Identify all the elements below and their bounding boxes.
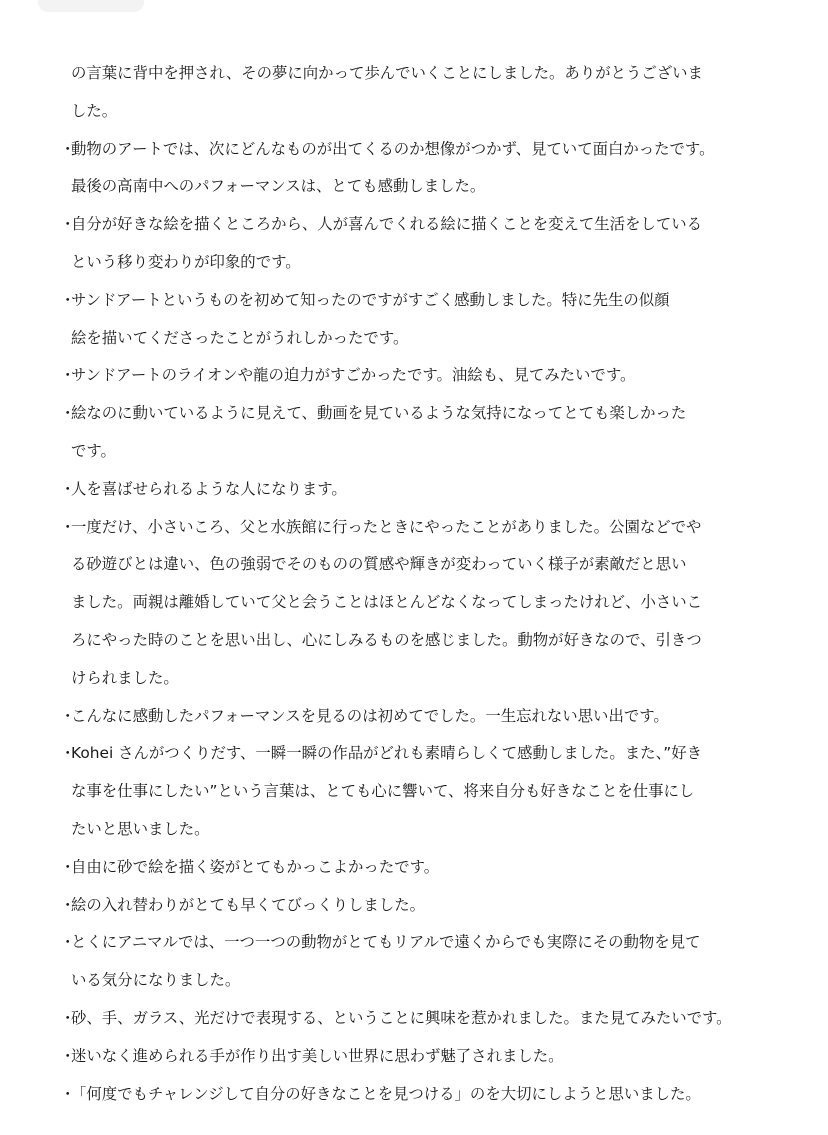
bullet-mark: ・ [60,1046,76,1065]
bullet-mark: ・ [60,215,76,234]
line-text: サンドアートというものを初めて知ったのですがすごく感動しました。特に先生の似顔 [71,290,670,309]
bullet-mark: ・ [60,479,76,498]
line-text: る砂遊びとは違い、色の強弱でそのものの質感や輝きが変わっていく様子が素敵だと思い [71,555,687,574]
text-line [0,323,828,361]
text-line [0,1003,828,1041]
bullet-mark: ・ [60,933,76,952]
line-text: 人を喜ばせられるような人になります。 [71,479,347,498]
line-text: たいと思いました。 [71,819,210,838]
text-line [0,625,828,663]
text-line [0,814,828,852]
document-body [0,58,828,1116]
line-text: です。 [71,441,116,460]
top-tab [38,0,144,12]
text-line [0,1041,828,1079]
line-text: 一度だけ、小さいころ、父と水族館に行ったときにやったことがありました。公園などでや [71,517,702,536]
text-line [0,171,828,209]
text-line [0,965,828,1003]
text-line [0,474,828,512]
text-line [0,1079,828,1117]
line-text: 絵なのに動いているように見えて、動画を見ているような気持になってとても楽しかった [71,404,687,423]
text-line [0,58,828,96]
line-text: 自分が好きな絵を描くところから、人が喜んでくれる絵に描くことを変えて生活をしている [71,215,703,234]
line-text: 「何度でもチャレンジして自分の好きなことを見つける」のを大切にしようと思いました。 [71,1084,701,1103]
text-line [0,134,828,172]
line-text: 迷いなく進められる手が作り出す美しい世界に思わず魅了されました。 [71,1046,564,1065]
bullet-mark: ・ [60,290,76,309]
line-text: 絵を描いてくださったことがうれしかったです。 [71,328,409,347]
line-text: Kohei さんがつくりだす、一瞬一瞬の作品がどれも素晴らしくて感動しました。また、”好き [71,744,703,763]
bullet-mark: ・ [60,404,76,423]
text-line [0,96,828,134]
line-text: の言葉に背中を押され、その夢に向かって歩んでいくことにしました。ありがとうございま [71,64,703,82]
text-line [0,701,828,739]
text-line [0,587,828,625]
text-line [0,549,828,587]
line-text: とくにアニマルでは、一つ一つの動物がとてもリアルで遠くからでも実際にその動物を見て [71,933,701,952]
text-line [0,890,828,928]
line-text: こんなに感動したパフォーマンスを見るのは初めてでした。一生忘れない思い出です。 [71,706,669,725]
line-text: いる気分になりました。 [71,971,241,990]
line-text: 自由に砂で絵を描く姿がとてもかっこよかったです。 [71,857,440,876]
text-line [0,852,828,890]
text-line [0,209,828,247]
bullet-mark: ・ [60,1084,76,1103]
bullet-mark: ・ [60,744,76,763]
text-line [0,927,828,965]
line-text: 動物のアートでは、次にどんなものが出てくるのか想像がつかず、見ていて面白かったです。 [71,139,715,158]
line-text: した。 [71,101,118,120]
text-line [0,512,828,550]
line-text: けられました。 [71,668,179,687]
bullet-mark: ・ [60,366,76,385]
line-text: という移り変わりが印象的です。 [71,252,301,271]
line-text: 砂、手、ガラス、光だけで表現する、ということに興味を惹かれました。また見てみたいです。 [71,1008,732,1027]
bullet-mark: ・ [60,895,76,914]
line-text: ろにやった時のことを思い出し、心にしみるものを感じました。動物が好きなので、引きつ [71,630,702,649]
line-text: ました。両親は離婚していて父と会うことはほとんどなくなってしまったけれど、小さいこ [71,593,703,612]
bullet-mark: ・ [60,857,76,876]
text-line [0,247,828,285]
line-text: サンドアートのライオンや龍の迫力がすごかったです。油絵も、見てみたいです。 [71,366,636,385]
text-line [0,738,828,776]
text-line [0,663,828,701]
text-line [0,398,828,436]
text-line [0,776,828,814]
line-text: 最後の高南中へのパフォーマンスは、とても感動しました。 [71,177,486,196]
line-text: 絵の入れ替わりがとても早くてびっくりしました。 [71,895,425,914]
text-line [0,360,828,398]
text-line [0,436,828,474]
bullet-mark: ・ [60,706,76,725]
bullet-mark: ・ [60,517,76,536]
bullet-mark: ・ [60,1008,76,1027]
text-line [0,285,828,323]
line-text: な事を仕事にしたい”という言葉は、とても心に響いて、将来自分も好きなことを仕事にし [71,782,695,801]
bullet-mark: ・ [60,139,76,158]
